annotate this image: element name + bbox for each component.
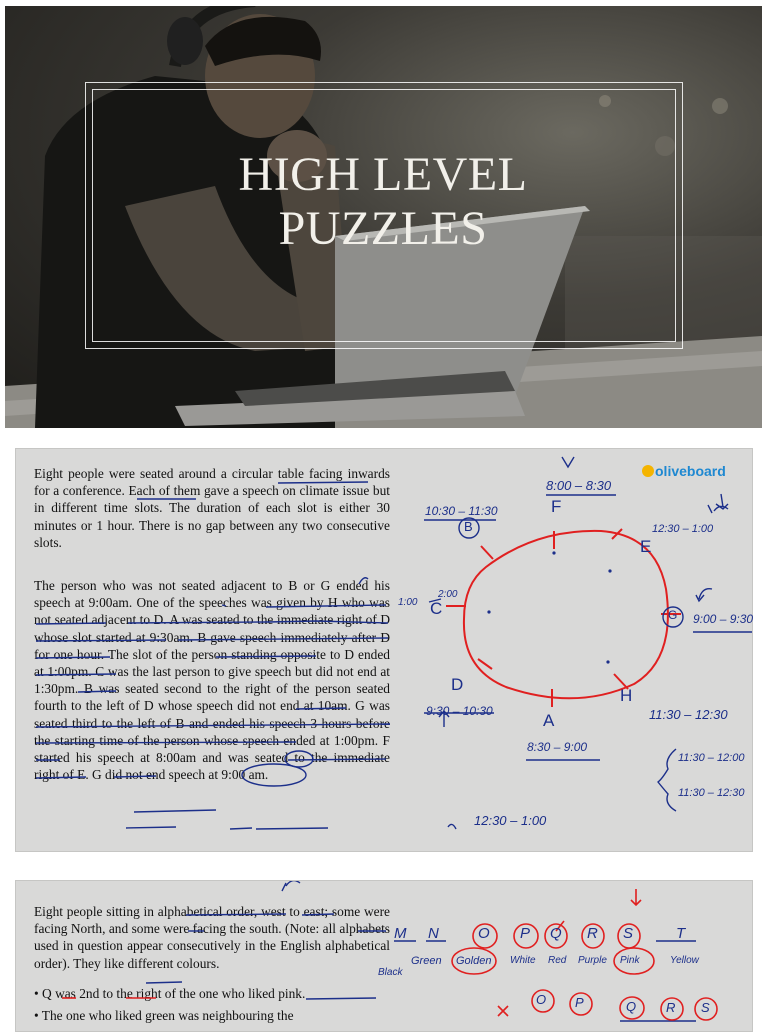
time-E: 12:30 – 1:00 bbox=[652, 523, 714, 535]
row2-letter-S: S bbox=[701, 1000, 710, 1015]
colour-purple: Purple bbox=[578, 955, 607, 966]
colour-white: White bbox=[510, 955, 536, 966]
puzzle2-intro: Eight people sitting in alphabetical order, west to east; some were facing North, and some were facing the south. (Note: all alphabets used in question appear consecutively in the English alphabetical order). They like different colours. bbox=[34, 904, 390, 971]
colour-golden: Golden bbox=[456, 955, 492, 967]
colour-red: Red bbox=[548, 955, 567, 966]
bullet-item: • Q was 2nd to the right of the one who liked pink. bbox=[34, 986, 306, 1001]
row2-letter-P: P bbox=[575, 995, 584, 1010]
logo-text: oliveboard bbox=[655, 463, 726, 479]
puzzle1-slide bbox=[15, 448, 753, 852]
time-brace-2: 11:30 – 12:30 bbox=[678, 787, 745, 799]
cover-title-line2: PUZZLES bbox=[278, 202, 488, 255]
time-H: 11:30 – 12:30 bbox=[649, 707, 728, 722]
bullet-text: Q was 2nd to the right of the one who liked pink. bbox=[42, 986, 306, 1001]
letter-N: N bbox=[428, 925, 439, 942]
seat-C: C bbox=[430, 599, 443, 618]
time-C-2: 2:00 bbox=[438, 589, 458, 600]
letter-T: T bbox=[676, 925, 686, 942]
time-C-1: 1:00 bbox=[398, 597, 418, 608]
time-A: 8:30 – 9:00 bbox=[527, 740, 588, 754]
time-bottom: 12:30 – 1:00 bbox=[474, 813, 547, 828]
puzzle1-intro: Eight people were seated around a circular table facing inwards for a conference. Each of them gave a speech on climate issue but in different time slots. The duration of each slot is either 30 minutes or 1 hour. There is no gap between any two consecutive slots. bbox=[34, 466, 390, 550]
puzzle2-slide bbox=[15, 880, 753, 1032]
seat-D: D bbox=[451, 675, 464, 694]
colour-black: Black bbox=[378, 967, 403, 978]
letter-Q: Q bbox=[550, 925, 562, 942]
seat-H: H bbox=[620, 686, 633, 705]
seat-G: G bbox=[668, 608, 678, 622]
colour-yellow: Yellow bbox=[670, 955, 699, 966]
seat-E: E bbox=[640, 537, 652, 556]
seating-diagram bbox=[16, 449, 752, 851]
time-B: 10:30 – 11:30 bbox=[425, 504, 498, 518]
cover-title bbox=[92, 148, 674, 256]
colour-green: Green bbox=[411, 955, 442, 967]
letter-M: M bbox=[394, 925, 407, 942]
puzzle2-annotations bbox=[16, 881, 752, 1031]
time-G: 9:00 – 9:30 bbox=[693, 612, 754, 626]
seat-A: A bbox=[543, 711, 555, 730]
row2-letter-Q: Q bbox=[626, 999, 637, 1014]
seat-B: B bbox=[464, 519, 473, 534]
bullet-text: The one who liked green was neighbouring the bbox=[41, 1008, 294, 1023]
row2-letter-R: R bbox=[666, 1000, 676, 1015]
cover-banner bbox=[5, 6, 762, 428]
time-D: 9:30 – 10:30 bbox=[426, 704, 493, 718]
letter-O: O bbox=[478, 925, 490, 942]
row2-letter-O: O bbox=[536, 992, 547, 1007]
letter-S: S bbox=[623, 925, 634, 942]
time-F: 8:00 – 8:30 bbox=[546, 478, 612, 493]
cover-title-line1: HIGH LEVEL bbox=[238, 148, 528, 201]
letter-R: R bbox=[587, 925, 598, 942]
time-brace-1: 11:30 – 12:00 bbox=[678, 752, 745, 764]
seat-F: F bbox=[551, 497, 562, 516]
letter-P: P bbox=[520, 925, 531, 942]
bullet-item: • The one who liked green was neighbouring the bbox=[34, 1008, 294, 1023]
colour-pink: Pink bbox=[620, 955, 640, 966]
puzzle1-clues: The person who was not seated adjacent to B or G ended his speech at 9:00am. One of the speeches was given by H who was not seated adjacent to D. A was seated to the immediate right of D whose slot started at 9:30am. B gave speech immediately after D for one hour. The slot of the person standing opposite to D ended at 1:00pm. C was the last person to give speech but did not end at 1:30pm. B was seated second to the right of the person seated fourth to the left of D whose speech did not end at 10am. G was seated third to the left of B and ended his speech 3 hours before the starting time of the person whose speech ended at 1:00pm. F started his speech at 8:00am and was seated to the immediate right of E. G did not end speech at 9:00 am. bbox=[34, 578, 390, 783]
